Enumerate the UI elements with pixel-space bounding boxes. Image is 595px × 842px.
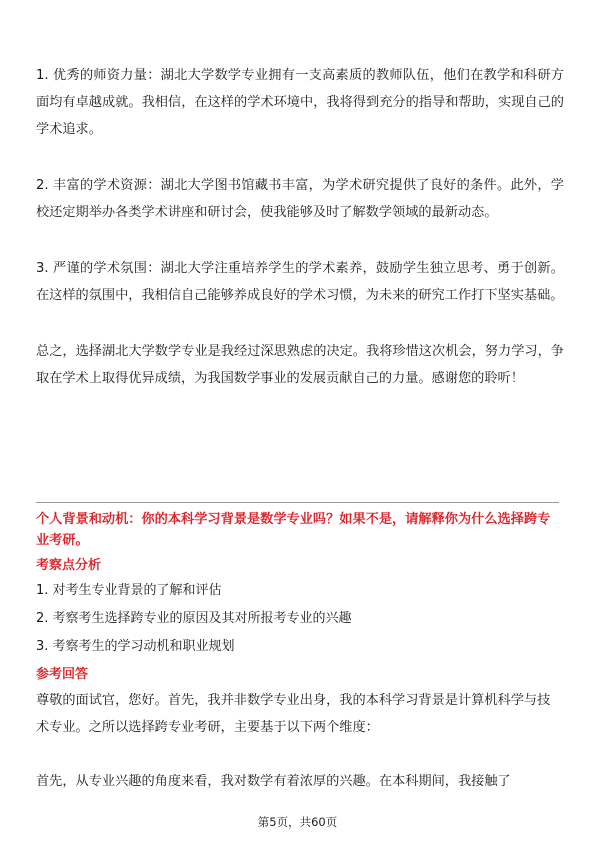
- answer-heading: 参考回答: [36, 667, 89, 682]
- paragraph-faculty: 1. 优秀的师资力量：湖北大学数学专业拥有一支高素质的教师队伍，他们在教学和科研方面均有卓越成就。我相信，在这样的学术环境中，我将得到充分的指导和帮助，实现自己的学术追求。: [36, 68, 564, 137]
- answer-paragraph: 尊敬的面试官，您好。首先，我并非数学专业出身，我的本科学习背景是计算机科学与技术专业。之所以选择跨专业考研，主要基于以下两个维度：: [36, 693, 551, 735]
- analysis-item: 3. 考察考生的学习动机和职业规划: [36, 639, 235, 654]
- paragraph-resources: 2. 丰富的学术资源：湖北大学图书馆藏书丰富，为学术研究提供了良好的条件。此外，学校还定期举办各类学术讲座和研讨会，使我能够及时了解数学领域的最新动态。: [36, 178, 564, 220]
- page-number: 第5页，共60页: [257, 815, 338, 829]
- paragraph-atmosphere: 3. 严谨的学术氛围：湖北大学注重培养学生的学术素养，鼓励学生独立思考、勇于创新。在这样的氛围中，我相信自己能够养成良好的学术习惯，为未来的研究工作打下坚实基础。: [36, 261, 564, 303]
- analysis-item: 1. 对考生专业背景的了解和评估: [36, 583, 222, 598]
- analysis-heading: 考察点分析: [36, 558, 102, 573]
- question-section: [36, 509, 559, 795]
- question-title: 个人背景和动机：你的本科学习背景是数学专业吗？如果不是，请解释你为什么选择跨专业考研。: [36, 512, 551, 548]
- section-divider: [36, 502, 559, 503]
- paragraph-conclusion: 总之，选择湖北大学数学专业是我经过深思熟虑的决定。我将珍惜这次机会，努力学习，争取在学术上取得优异成绩，为我国数学事业的发展贡献自己的力量。感谢您的聆听！: [36, 344, 564, 386]
- answer-paragraph: 首先，从专业兴趣的角度来看，我对数学有着浓厚的兴趣。在本科期间，我接触了: [36, 774, 511, 789]
- analysis-item: 2. 考察考生选择跨专业的原因及其对所报考专业的兴趣: [36, 611, 352, 626]
- document-body: [36, 62, 564, 392]
